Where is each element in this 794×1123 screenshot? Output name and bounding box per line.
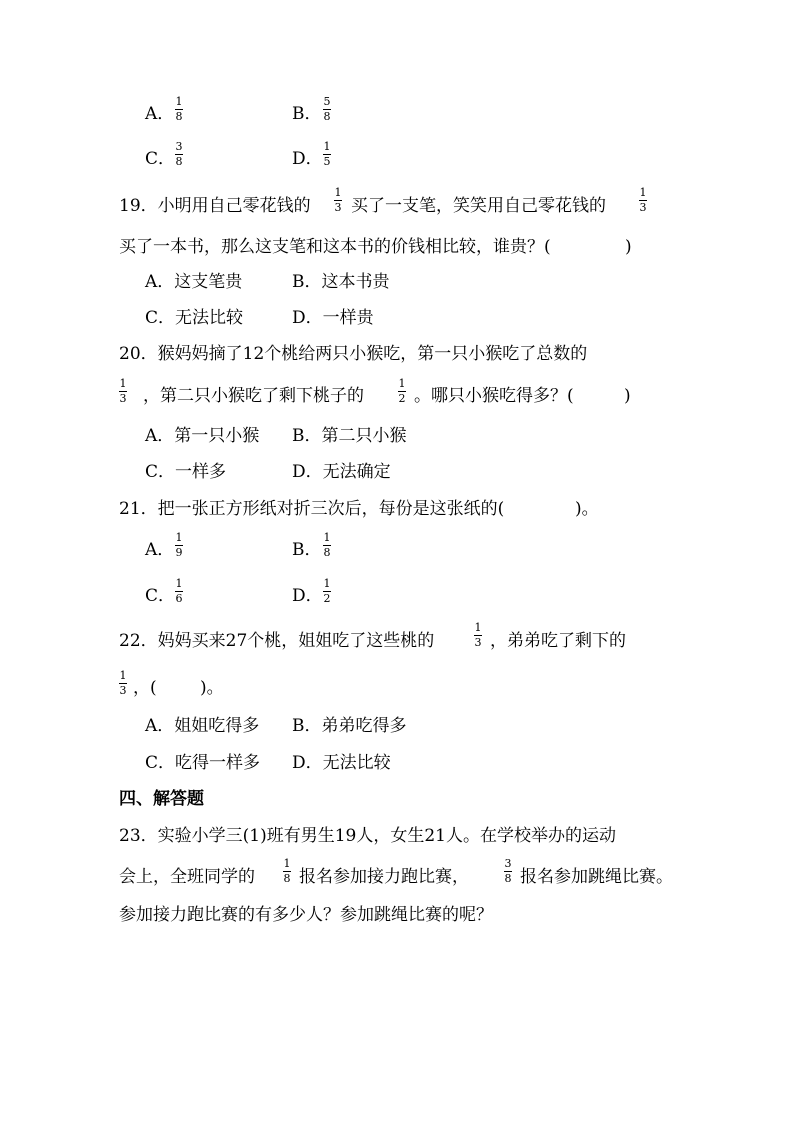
q22-option-a: A．姐姐吃得多 (145, 716, 260, 736)
q19-option-c: C．无法比较 (145, 308, 244, 328)
q22-option-b: B．弟弟吃得多 (292, 716, 407, 736)
fraction-numerator: 1 (639, 186, 647, 199)
fraction-denominator: 8 (323, 546, 331, 559)
q23-fraction-2 (503, 858, 513, 885)
q18-option-b-fraction (322, 96, 332, 123)
q20-option-d: D．无法确定 (292, 462, 391, 482)
q19-option-d: D．一样贵 (292, 308, 374, 328)
q21-option-b-fraction (322, 532, 332, 559)
fraction-denominator: 3 (119, 684, 127, 697)
q21-text-line1: 21．把一张正方形纸对折三次后，每份是这张纸的( (119, 499, 505, 519)
q19-fraction-2 (638, 187, 648, 214)
q21-option-a-fraction (174, 532, 184, 559)
q22-option-d: D．无法比较 (292, 753, 391, 773)
q22-text-part3: ，( (133, 678, 157, 698)
q19-fraction-1 (333, 187, 343, 214)
q18-option-a-fraction (174, 96, 184, 123)
section-heading: 四、解答题 (119, 789, 204, 809)
q21-option-c-label: C． (145, 586, 176, 606)
q18-option-d-fraction (322, 141, 332, 168)
fraction-denominator: 8 (175, 155, 183, 168)
q20-option-b: B．第二只小猴 (292, 426, 407, 446)
q18-option-b-label: B． (292, 104, 322, 124)
fraction-numerator: 1 (398, 377, 406, 390)
q21-option-a-label: A． (145, 540, 175, 560)
fraction-numerator: 3 (175, 140, 183, 153)
fraction-numerator: 1 (323, 140, 331, 153)
fraction-denominator: 3 (639, 201, 647, 214)
q23-text-line1: 23．实验小学三(1)班有男生19人，女生21人。在学校举办的运动 (119, 826, 616, 846)
q20-text-part2: ，第二只小猴吃了剩下桃子的 (143, 386, 364, 406)
fraction-numerator: 1 (283, 857, 291, 870)
q19-text-part2: 买了一支笔，笑笑用自己零花钱的 (351, 196, 606, 216)
q18-option-c-fraction (174, 141, 184, 168)
fraction-denominator: 6 (175, 592, 183, 605)
fraction-denominator: 8 (283, 872, 291, 885)
q21-paren-close: )。 (575, 499, 599, 519)
q23-fraction-1 (282, 858, 292, 885)
q21-option-c-fraction (174, 578, 184, 605)
q22-fraction-1 (473, 622, 483, 649)
q21-option-d-label: D． (292, 586, 323, 606)
q23-text-part2: 会上，全班同学的 (119, 867, 255, 887)
q19-paren-close: ) (625, 237, 632, 257)
fraction-denominator: 3 (119, 392, 127, 405)
fraction-numerator: 1 (175, 577, 183, 590)
fraction-denominator: 3 (334, 201, 342, 214)
q18-option-d-label: D． (292, 149, 323, 169)
q22-fraction-2 (118, 670, 128, 697)
fraction-denominator: 2 (323, 592, 331, 605)
q18-option-a-label: A． (145, 104, 175, 124)
q20-paren-close: ) (624, 386, 631, 406)
fraction-denominator: 5 (323, 155, 331, 168)
fraction-denominator: 3 (474, 636, 482, 649)
fraction-denominator: 2 (398, 392, 406, 405)
fraction-denominator: 9 (175, 546, 183, 559)
q20-text-part3: 。哪只小猴吃得多？( (414, 386, 574, 406)
fraction-numerator: 1 (474, 621, 482, 634)
fraction-denominator: 8 (504, 872, 512, 885)
fraction-numerator: 1 (175, 95, 183, 108)
fraction-numerator: 1 (323, 577, 331, 590)
fraction-denominator: 8 (175, 110, 183, 123)
q19-text-line2: 买了一本书，那么这支笔和这本书的价钱相比较，谁贵？( (119, 237, 551, 257)
q20-fraction-2 (397, 378, 407, 405)
fraction-numerator: 1 (323, 531, 331, 544)
q20-text-line1: 20．猴妈妈摘了12个桃给两只小猴吃，第一只小猴吃了总数的 (119, 344, 588, 364)
fraction-numerator: 1 (175, 531, 183, 544)
q21-option-b-label: B． (292, 540, 322, 560)
fraction-numerator: 1 (119, 377, 127, 390)
q20-fraction-1 (118, 378, 128, 405)
q22-paren-close: )。 (200, 678, 224, 698)
q19-option-a: A．这支笔贵 (145, 272, 243, 292)
fraction-numerator: 1 (334, 186, 342, 199)
q19-option-b: B．这本书贵 (292, 272, 390, 292)
q23-text-part4: 报名参加跳绳比赛。 (520, 867, 673, 887)
q23-text-line3: 参加接力跑比赛的有多少人？参加跳绳比赛的呢？ (119, 905, 493, 925)
q22-text-part1: 22．妈妈买来27个桃，姐姐吃了这些桃的 (119, 631, 435, 651)
fraction-numerator: 5 (323, 95, 331, 108)
q22-option-c: C．吃得一样多 (145, 753, 261, 773)
q21-option-d-fraction (322, 578, 332, 605)
fraction-numerator: 3 (504, 857, 512, 870)
q19-text-part1: 19．小明用自己零花钱的 (119, 196, 311, 216)
q18-option-c-label: C． (145, 149, 176, 169)
q22-text-part2: ，弟弟吃了剩下的 (490, 631, 626, 651)
q20-option-a: A．第一只小猴 (145, 426, 260, 446)
q20-option-c: C．一样多 (145, 462, 227, 482)
fraction-denominator: 8 (323, 110, 331, 123)
fraction-numerator: 1 (119, 669, 127, 682)
q23-text-part3: 报名参加接力跑比赛， (299, 867, 469, 887)
